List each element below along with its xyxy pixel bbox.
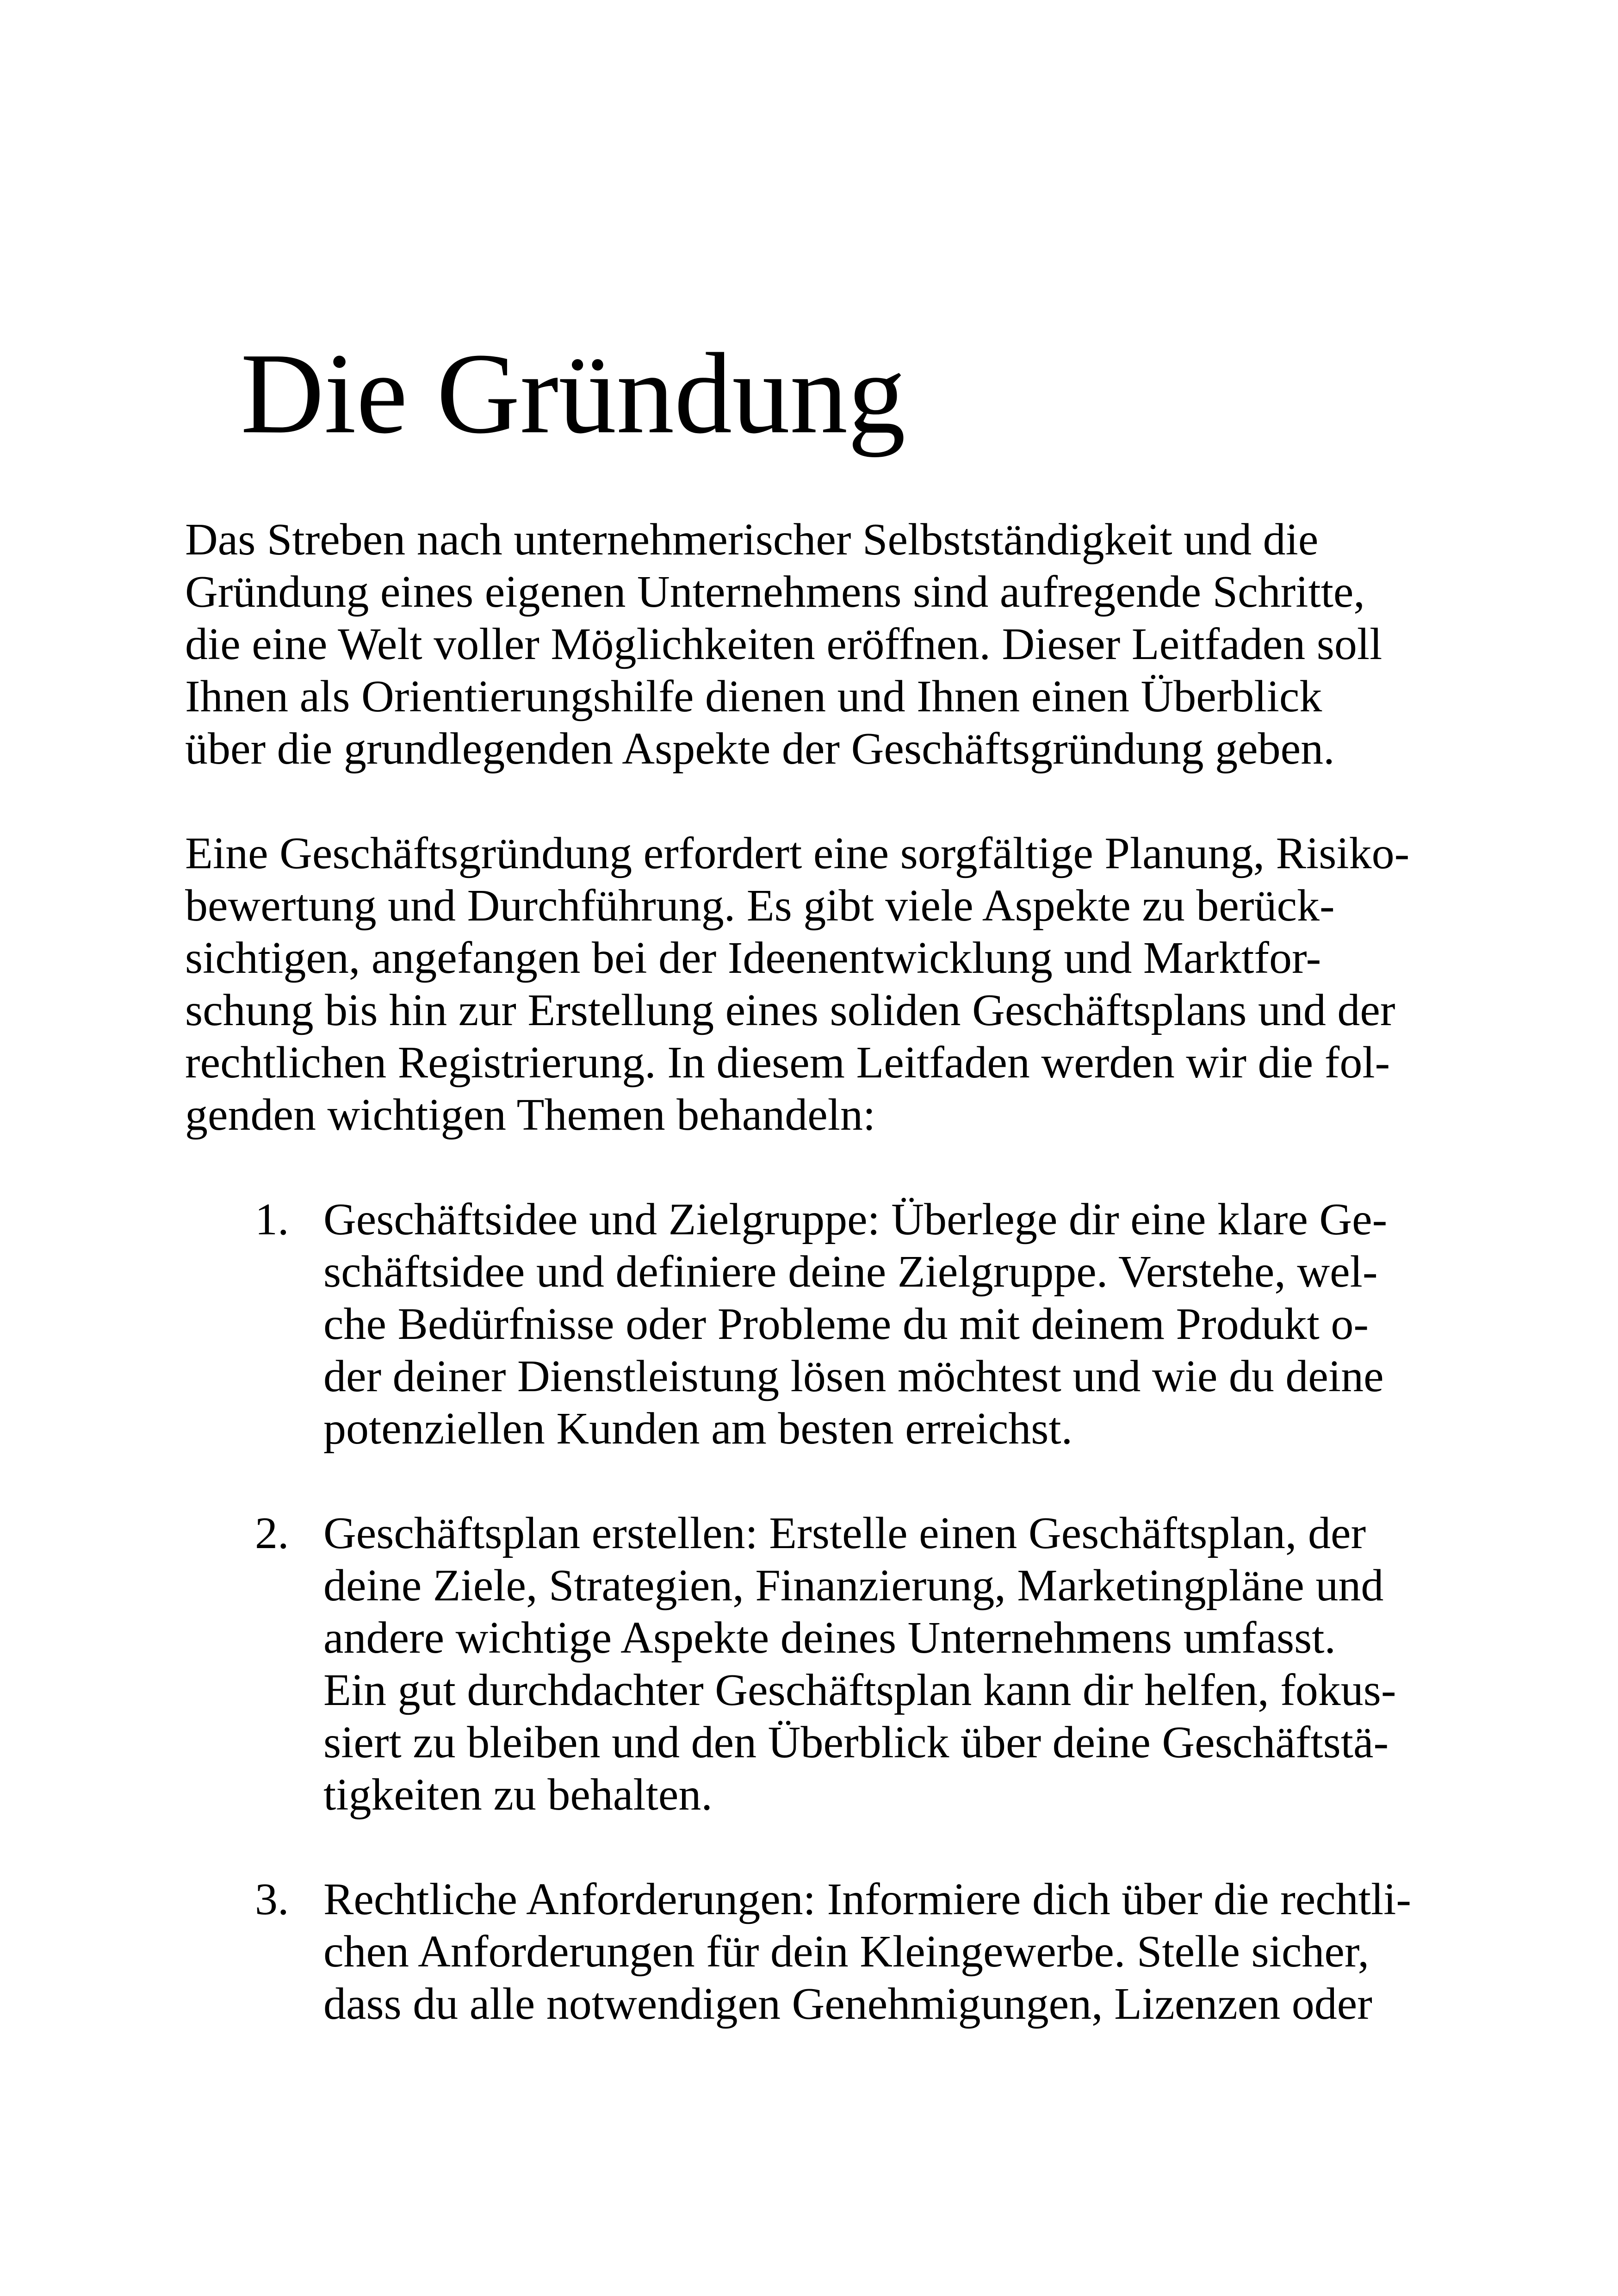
paragraph-line: schung bis hin zur Erstellung eines soliden Geschäftsplans und der	[185, 985, 1395, 1035]
list-number: 1.	[255, 1195, 289, 1244]
list-item	[185, 1873, 1481, 2030]
paragraph-line: rechtlichen Registrierung. In diesem Leitfaden werden wir die fol-	[185, 1038, 1390, 1088]
numbered-list	[185, 1194, 1481, 2030]
list-item-line: Rechtliche Anforderungen: Informiere dich über die rechtli-	[323, 1874, 1412, 1924]
paragraph-line: Das Streben nach unternehmerischer Selbstständigkeit und die	[185, 515, 1319, 565]
paragraph-line: Ihnen als Orientierungshilfe dienen und Ihnen einen Überblick	[185, 672, 1322, 722]
paragraph-intro	[185, 514, 1481, 775]
paragraph-line: bewertung und Durchführung. Es gibt viele Aspekte zu berück-	[185, 881, 1335, 931]
list-item-line: chen Anforderungen für dein Kleingewerbe. Stelle sicher,	[323, 1927, 1370, 1977]
list-item-line: der deiner Dienstleistung lösen möchtest und wie du deine	[323, 1351, 1384, 1401]
list-number: 2.	[255, 1508, 289, 1558]
list-item-line: deine Ziele, Strategien, Finanzierung, Marketingpläne und	[323, 1561, 1384, 1611]
list-item-line: Geschäftsplan erstellen: Erstelle einen Geschäftsplan, der	[323, 1508, 1366, 1558]
page-title: Die Gründung	[241, 330, 906, 458]
list-item-line: siert zu bleiben und den Überblick über deine Geschäftstä-	[323, 1717, 1389, 1767]
list-item-line: che Bedürfnisse oder Probleme du mit deinem Produkt o-	[323, 1299, 1369, 1349]
paragraph-line: Eine Geschäftsgründung erfordert eine sorgfältige Planung, Risiko-	[185, 828, 1410, 878]
list-item	[185, 1194, 1481, 1455]
list-item-line: Geschäftsidee und Zielgruppe: Überlege dir eine klare Ge-	[323, 1195, 1388, 1244]
paragraph-line: genden wichtigen Themen behandeln:	[185, 1090, 876, 1140]
list-item-line: tigkeiten zu behalten.	[323, 1770, 713, 1820]
paragraph-line: Gründung eines eigenen Unternehmens sind aufregende Schritte,	[185, 567, 1365, 617]
paragraph-line: sichtigen, angefangen bei der Ideenentwicklung und Marktfor-	[185, 933, 1321, 983]
list-number: 3.	[255, 1874, 289, 1924]
list-item-line: dass du alle notwendigen Genehmigungen, Lizenzen oder	[323, 1979, 1372, 2029]
paragraph-line: über die grundlegenden Aspekte der Geschäftsgründung geben.	[185, 724, 1335, 774]
body-text	[185, 514, 1481, 2083]
paragraph-line: die eine Welt voller Möglichkeiten eröffnen. Dieser Leitfaden soll	[185, 619, 1382, 669]
list-item	[185, 1507, 1481, 1821]
list-item-line: schäftsidee und definiere deine Zielgruppe. Verstehe, wel-	[323, 1247, 1378, 1297]
list-item-line: Ein gut durchdachter Geschäftsplan kann dir helfen, fokus-	[323, 1665, 1396, 1715]
list-item-line: potenziellen Kunden am besten erreichst.	[323, 1404, 1073, 1454]
list-item-line: andere wichtige Aspekte deines Unternehmens umfasst.	[323, 1613, 1336, 1663]
paragraph-overview	[185, 828, 1481, 1141]
